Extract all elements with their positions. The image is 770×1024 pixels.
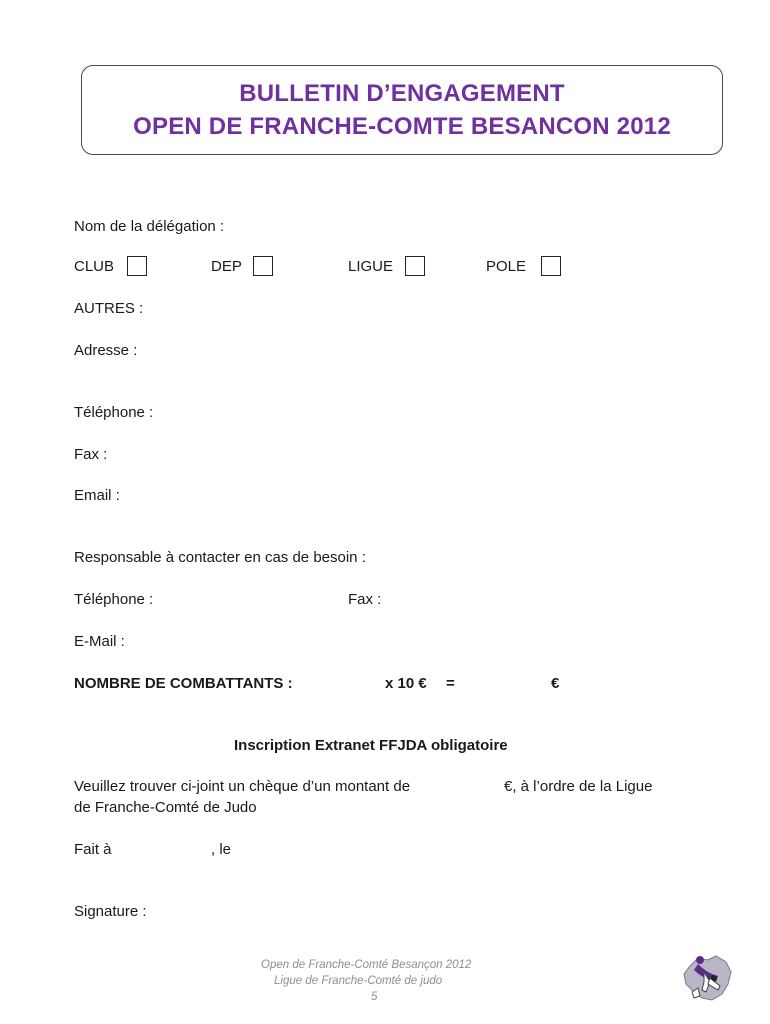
fax-label: Fax : (74, 446, 108, 463)
resp-email-label: E-Mail : (74, 633, 125, 650)
autres-label: AUTRES : (74, 300, 144, 317)
ligue-checkbox[interactable] (405, 256, 425, 276)
pole-checkbox[interactable] (541, 256, 561, 276)
resp-telephone-label: Téléphone : (74, 591, 154, 608)
extranet-note: Inscription Extranet FFJDA obligatoire (234, 737, 508, 754)
page-number: 5 (371, 991, 378, 1003)
combattants-label: NOMBRE DE COMBATTANTS : (74, 675, 293, 692)
dep-label: DEP (211, 258, 242, 275)
email-label: Email : (74, 487, 120, 504)
signature-label: Signature : (74, 903, 147, 920)
pole-label: POLE (486, 258, 527, 275)
dep-checkbox[interactable] (253, 256, 273, 276)
date-label: , le (211, 841, 232, 858)
ligue-label: LIGUE (348, 258, 394, 275)
adresse-label: Adresse : (74, 342, 138, 359)
responsable-label: Responsable à contacter en cas de besoin : (74, 549, 366, 566)
club-label: CLUB (74, 258, 115, 275)
telephone-label: Téléphone : (74, 404, 154, 421)
document-title: BULLETIN D’ENGAGEMENT (239, 80, 565, 107)
title-box (81, 65, 723, 155)
club-checkbox[interactable] (127, 256, 147, 276)
cheque-order-text: €, à l’ordre de la Ligue (504, 778, 653, 795)
euro-total: € (551, 675, 560, 692)
cheque-text: Veuillez trouver ci-joint un chèque d’un montant de (74, 778, 411, 795)
footer-event: Open de Franche-Comté Besançon 2012 (261, 959, 472, 971)
footer-league: Ligue de Franche-Comté de judo (274, 975, 443, 987)
cheque-beneficiary: de Franche-Comté de Judo (74, 799, 257, 816)
judo-league-logo-icon (676, 948, 736, 1008)
multiplier-text: x 10 € (385, 675, 427, 692)
resp-fax-label: Fax : (348, 591, 382, 608)
fait-label: Fait à (74, 841, 112, 858)
delegation-label: Nom de la délégation : (74, 218, 225, 235)
event-title: OPEN DE FRANCHE-COMTE BESANCON 2012 (133, 113, 671, 140)
equals-sign: = (446, 675, 455, 692)
